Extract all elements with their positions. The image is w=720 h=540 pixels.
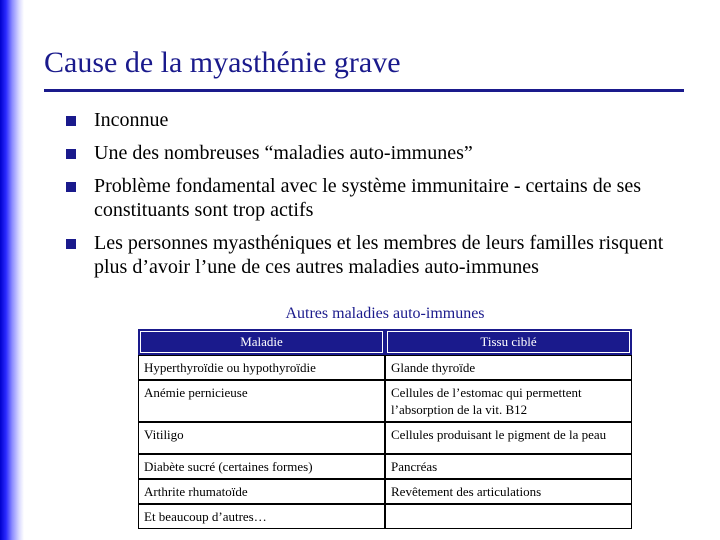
bullet-text: Inconnue [94, 109, 169, 131]
tissue-cell: Cellules produisant le pigment de la peau [385, 422, 632, 454]
page-title: Cause de la myasthénie grave [44, 46, 401, 79]
tissue-cell: Pancréas [385, 454, 632, 479]
disease-cell: Vitiligo [138, 422, 385, 454]
table-row [138, 479, 632, 504]
table-row [138, 504, 632, 529]
tissue-cell [385, 504, 632, 529]
tissue-cell: Cellules de l’estomac qui permettent l’absorption de la vit. B12 [385, 380, 632, 422]
title-divider [44, 89, 684, 92]
disease-cell: Arthrite rhumatoïde [138, 479, 385, 504]
tissue-cell: Glande thyroïde [385, 355, 632, 380]
left-gradient-bar [0, 0, 24, 540]
table-row [138, 454, 632, 479]
bullet-item [66, 231, 676, 279]
column-header-tissue: Tissu ciblé [385, 329, 632, 355]
column-header-disease: Maladie [138, 329, 385, 355]
bullet-item [66, 141, 676, 165]
bullet-item [66, 108, 676, 132]
tissue-cell: Revêtement des articulations [385, 479, 632, 504]
bullet-text: Une des nombreuses “maladies auto-immunes” [94, 142, 473, 164]
bullet-text: Problème fondamental avec le système immunitaire - certains de ses constituants sont trop actifs [94, 175, 642, 221]
disease-cell: Et beaucoup d’autres… [138, 504, 385, 529]
disease-table [138, 329, 632, 529]
bullet-text: Les personnes myasthéniques et les membres de leurs familles risquent plus d’avoir l’une de ces autres maladies auto-immunes [94, 232, 664, 278]
table-caption: Autres maladies auto-immunes [285, 305, 485, 322]
disease-cell: Hyperthyroïdie ou hypothyroïdie [138, 355, 385, 380]
table-row [138, 380, 632, 422]
square-bullet-icon [66, 116, 76, 126]
table-row [138, 422, 632, 454]
square-bullet-icon [66, 239, 76, 249]
table-row [138, 355, 632, 380]
square-bullet-icon [66, 182, 76, 192]
disease-cell: Anémie pernicieuse [138, 380, 385, 422]
bullet-item [66, 174, 676, 222]
disease-cell: Diabète sucré (certaines formes) [138, 454, 385, 479]
square-bullet-icon [66, 149, 76, 159]
table-header-row [138, 329, 632, 355]
bullet-list [66, 108, 676, 288]
